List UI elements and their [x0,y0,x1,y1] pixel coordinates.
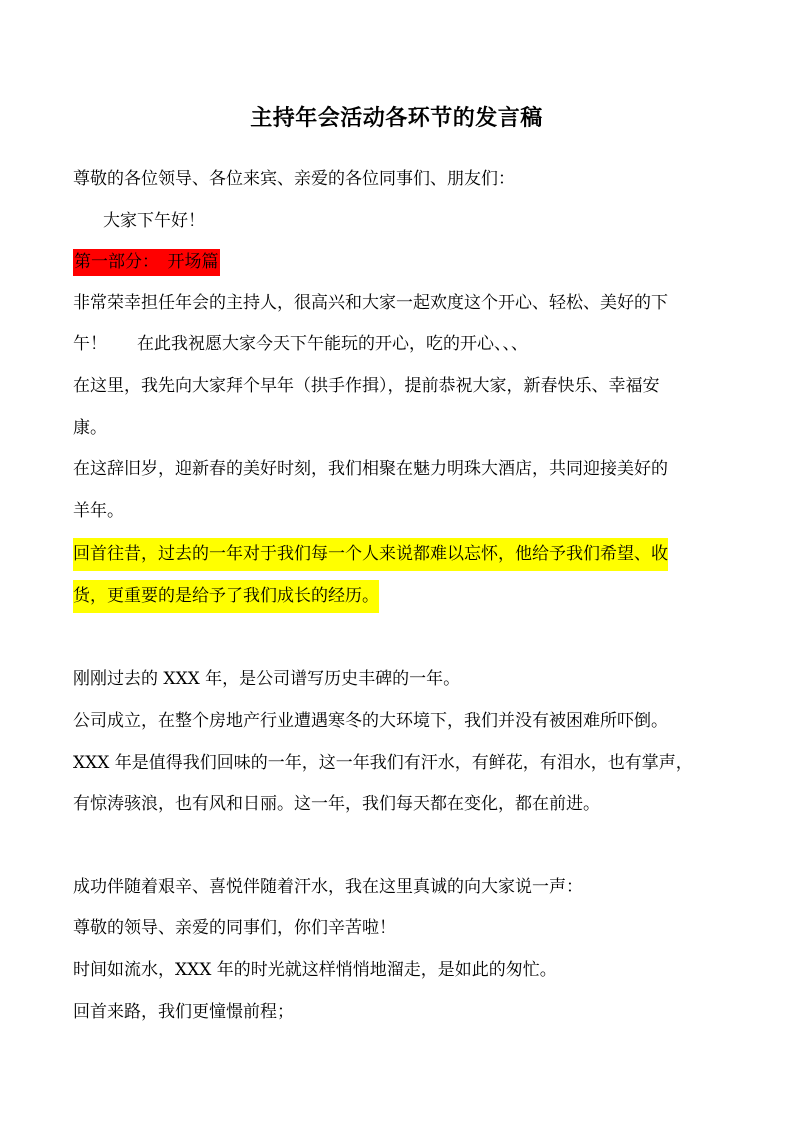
paragraph-line: 康。 [73,418,107,438]
highlighted-line [73,581,733,611]
paragraph-line: 成功伴随着艰辛、喜悦伴随着汗水，我在这里真诚的向大家说一声： [73,877,583,897]
paragraph-line: 在这辞旧岁，迎新春的美好时刻，我们相聚在魅力明珠大酒店，共同迎接美好的 [73,459,668,479]
document-title: 主持年会活动各环节的发言稿 [250,105,543,131]
highlighted-text: 回首往昔，过去的一年对于我们每一个人来说都难以忘怀，他给予我们希望、收 [73,538,668,571]
paragraph-line: 公司成立，在整个房地产行业遭遇寒冬的大环境下，我们并没有被困难所吓倒。 [73,711,668,731]
paragraph-line: 尊敬的领导、亲爱的同事们，你们辛苦啦！ [73,918,396,938]
paragraph-line: 有惊涛骇浪，也有风和日丽。这一年，我们每天都在变化，都在前进。 [73,794,600,814]
hello-line: 大家下午好！ [103,211,205,231]
paragraph-line: 在这里，我先向大家拜个早年（拱手作揖），提前恭祝大家，新春快乐、幸福安 [73,376,660,396]
highlighted-line [73,539,733,569]
paragraph-line [73,329,733,359]
paragraph-line: XXX 年是值得我们回味的一年，这一年我们有汗水，有鲜花，有泪水，也有掌声， [73,753,693,773]
greeting-line: 尊敬的各位领导、各位来宾、亲爱的各位同事们、朋友们： [73,169,515,189]
highlighted-text: 货，更重要的是给予了我们成长的经历。 [73,580,379,613]
paragraph-line: 非常荣幸担任年会的主持人，很高兴和大家一起欢度这个开心、轻松、美好的下 [73,293,668,313]
paragraph-line: 羊年。 [73,501,124,521]
paragraph-fragment: 午！ [73,334,107,354]
section-heading-wrapper [73,247,733,277]
paragraph-line: 刚刚过去的 XXX 年，是公司谱写历史丰碑的一年。 [73,669,461,689]
paragraph-line: 时间如流水，XXX 年的时光就这样悄悄地溜走，是如此的匆忙。 [73,960,557,980]
section-heading-opening: 第一部分： 开场篇 [73,249,220,276]
paragraph-line: 回首来路，我们更憧憬前程； [73,1002,294,1022]
paragraph-fragment: 在此我祝愿大家今天下午能玩的开心，吃的开心、、、 [137,334,528,354]
